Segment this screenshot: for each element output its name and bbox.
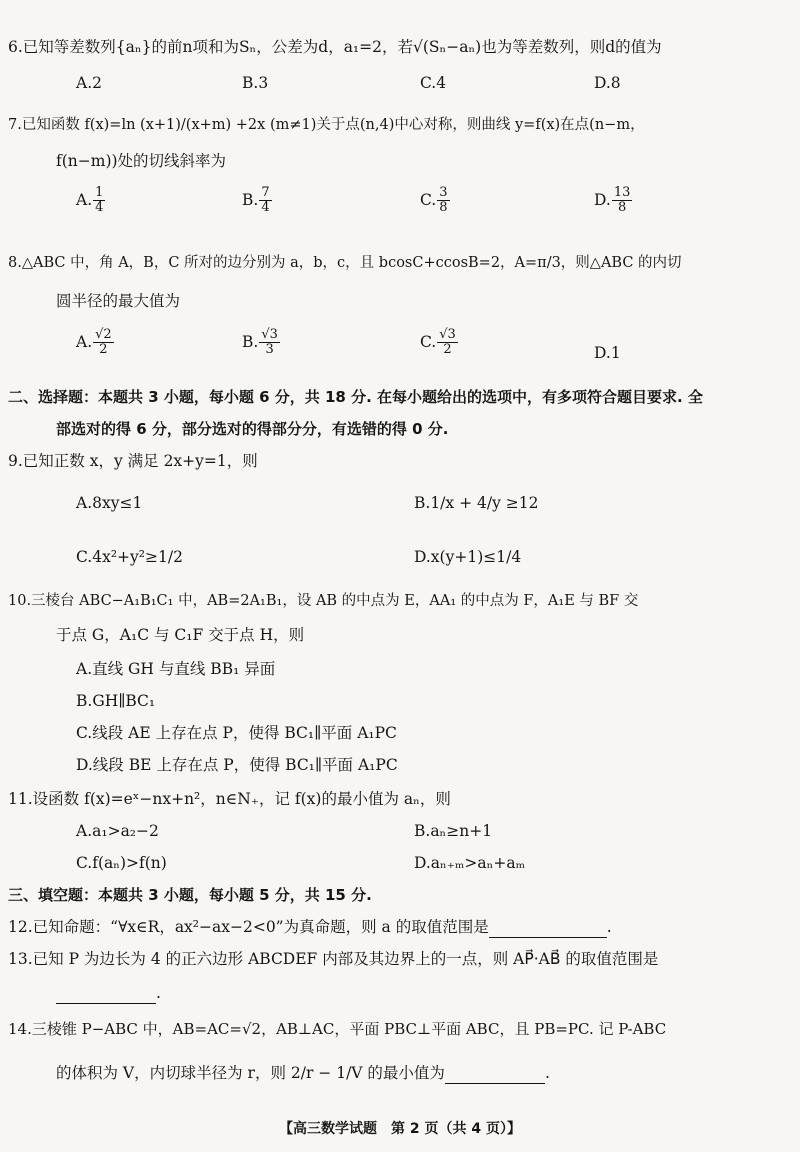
- q12-period: .: [606, 918, 612, 936]
- q8-option-d-label: D.: [594, 344, 611, 362]
- q12: [8, 918, 612, 938]
- q8-option-d: [594, 344, 621, 363]
- q7-option-d-fraction: [612, 186, 633, 216]
- q7-option-c-den: 8: [439, 200, 448, 216]
- q11-option-d: D.aₙ₊ₘ>aₙ+aₘ: [414, 854, 526, 872]
- q7-option-a-num: 1: [95, 185, 104, 200]
- q14-answer-blank[interactable]: [445, 1064, 545, 1084]
- q10-option-b: B.GH∥BC₁: [76, 692, 156, 710]
- q10-option-a: A.直线 GH 与直线 BB₁ 异面: [76, 660, 276, 678]
- q14-stem-line2-text: 的体积为 V，内切球半径为 r，则 2/r − 1/V 的最小值为: [56, 1064, 445, 1082]
- q9-option-d: D.x(y+1)≤1/4: [414, 548, 522, 566]
- q13-stem: 13.已知 P 为边长为 4 的正六边形 ABCDEF 内部及其边界上的一点，则 AP⃗·AB⃗ 的取值范围是: [8, 950, 659, 968]
- q9-stem: 9.已知正数 x，y 满足 2x+y=1，则: [8, 452, 258, 470]
- section3-heading: 三、填空题：本题共 3 小题，每小题 5 分，共 15 分.: [8, 886, 372, 904]
- q10-stem-line2: 于点 G，A₁C 与 C₁F 交于点 H，则: [56, 626, 305, 644]
- q7-option-c-fraction: [437, 186, 449, 216]
- q6-option-a: A.2: [76, 74, 102, 92]
- q8-option-c-label: C.: [420, 332, 437, 351]
- q9-option-a: A.8xy≤1: [76, 494, 143, 512]
- q8-option-c: [420, 328, 459, 358]
- q8-option-d-value: 1: [610, 344, 621, 362]
- q10-option-d: D.线段 BE 上存在点 P，使得 BC₁∥平面 A₁PC: [76, 756, 398, 774]
- q7-option-c-label: C.: [420, 190, 437, 209]
- q8-stem-line1: 8.△ABC 中，角 A，B，C 所对的边分别为 a，b，c，且 bcosC+ccosB=2，A=π/3，则△ABC 的内切: [8, 255, 682, 271]
- q9-option-c: C.4x²+y²≥1/2: [76, 548, 183, 566]
- q10-option-c: C.线段 AE 上存在点 P，使得 BC₁∥平面 A₁PC: [76, 724, 397, 742]
- section2-heading-line2: 部选对的得 6 分，部分选对的得部分分，有选错的得 0 分.: [56, 420, 449, 438]
- q8-option-b-fraction: [259, 328, 280, 358]
- q14-stem-line1: 14.三棱锥 P−ABC 中，AB=AC=√2，AB⊥AC，平面 PBC⊥平面 ABC，且 PB=PC. 记 P-ABC: [8, 1020, 667, 1038]
- q7-stem-line2: f(n−m))处的切线斜率为: [56, 152, 227, 170]
- q7-stem-line1: 7.已知函数 f(x)=ln (x+1)/(x+m) +2x (m≠1)关于点(n,4)中心对称，则曲线 y=f(x)在点(n−m，: [8, 117, 645, 133]
- q6-option-d: D.8: [594, 74, 621, 92]
- q12-stem: 12.已知命题：“∀x∈R，ax²−ax−2<0”为真命题，则 a 的取值范围是: [8, 918, 489, 936]
- q7-option-a-label: A.: [76, 190, 93, 209]
- q13-answer-blank[interactable]: [56, 984, 156, 1004]
- q7-option-c: [420, 186, 451, 216]
- q7-option-a: [76, 186, 106, 216]
- q7-option-b-den: 4: [261, 200, 270, 216]
- q8-option-a-den: 2: [99, 342, 108, 358]
- q8-option-a-fraction: [93, 328, 114, 358]
- q14-period: .: [544, 1064, 550, 1082]
- q8-option-c-den: 2: [443, 342, 452, 358]
- q9-option-b: B.1/x + 4/y ≥12: [414, 494, 539, 512]
- q6-option-b: B.3: [242, 74, 269, 92]
- q8-option-c-fraction: [437, 328, 458, 358]
- q8-stem-line2: 圆半径的最大值为: [56, 292, 181, 310]
- q14-stem-line2: [56, 1064, 550, 1084]
- q7-option-b-num: 7: [261, 185, 270, 200]
- q11-option-b: B.aₙ≥n+1: [414, 822, 493, 840]
- q8-option-b-den: 3: [265, 342, 274, 358]
- q11-option-c: C.f(aₙ)>f(n): [76, 854, 167, 872]
- q7-option-c-num: 3: [439, 185, 448, 200]
- section2-heading-line1: 二、选择题：本题共 3 小题，每小题 6 分，共 18 分. 在每小题给出的选项中，有多项符合题目要求. 全: [8, 388, 703, 406]
- q8-option-b-label: B.: [242, 332, 259, 351]
- q11-option-a: A.a₁>a₂−2: [76, 822, 159, 840]
- q13-period: .: [156, 984, 161, 1002]
- q13-answer-row: [56, 984, 161, 1004]
- q11-stem: 11.设函数 f(x)=eˣ−nx+n²，n∈N₊，记 f(x)的最小值为 aₙ，则: [8, 790, 451, 808]
- q7-option-d-den: 8: [617, 200, 627, 216]
- q7-option-b: [242, 186, 273, 216]
- q7-option-b-label: B.: [242, 190, 259, 209]
- q12-answer-blank[interactable]: [489, 918, 607, 938]
- q8-option-a-num: √2: [95, 327, 112, 342]
- q7-option-a-fraction: [93, 186, 105, 216]
- q6-option-c: C.4: [420, 74, 447, 92]
- q7-option-b-fraction: [259, 186, 271, 216]
- q6-stem: 6.已知等差数列{aₙ}的前n项和为Sₙ，公差为d，a₁=2，若√(Sₙ−aₙ)也为等差数列，则d的值为: [8, 38, 662, 56]
- q10-stem-line1: 10.三棱台 ABC−A₁B₁C₁ 中，AB=2A₁B₁，设 AB 的中点为 E，AA₁ 的中点为 F，A₁E 与 BF 交: [8, 593, 639, 609]
- q7-option-d-num: 13: [613, 185, 631, 200]
- q8-option-a: [76, 328, 115, 358]
- q8-option-b-num: √3: [261, 327, 278, 342]
- q8-option-a-label: A.: [76, 332, 93, 351]
- q7-option-a-den: 4: [95, 200, 104, 216]
- q8-option-b: [242, 328, 281, 358]
- q8-option-c-num: √3: [439, 327, 456, 342]
- page-footer: 【高三数学试题 第 2 页（共 4 页）】: [279, 1121, 521, 1137]
- q7-option-d-label: D.: [594, 190, 611, 209]
- q7-option-d: [594, 186, 633, 216]
